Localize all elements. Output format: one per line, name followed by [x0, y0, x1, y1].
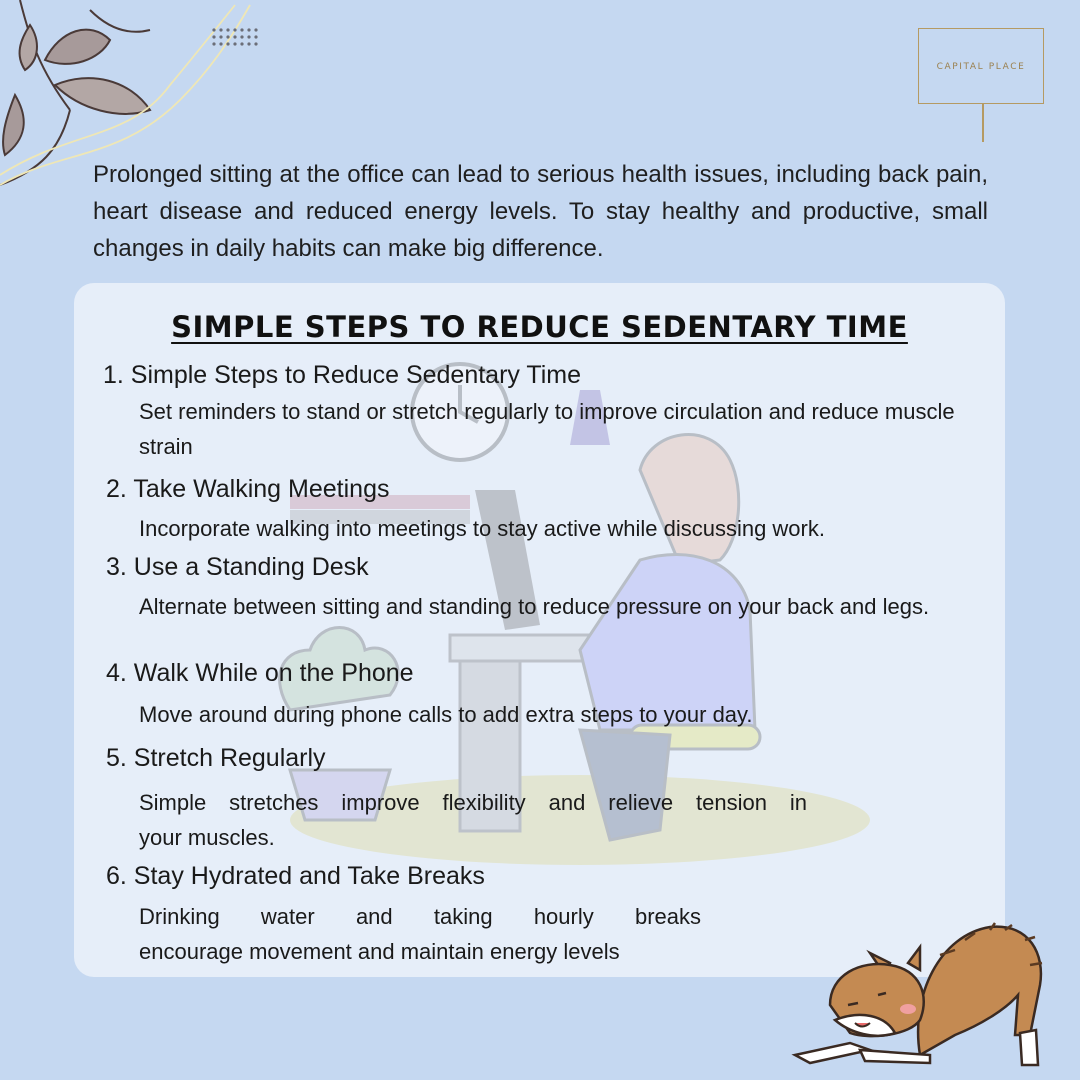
step-5-title: 5. Stretch Regularly [106, 744, 326, 772]
step-3-description: Alternate between sitting and standing to reduce pressure on your back and legs. [139, 594, 930, 619]
step-4-title: 4. Walk While on the Phone [106, 659, 414, 687]
logo-stem [982, 104, 984, 142]
step-1-title: 1. Simple Steps to Reduce Sedentary Time [103, 361, 582, 389]
step-3-title: 3. Use a Standing Desk [106, 553, 369, 581]
step-4-description: Move around during phone calls to add extra steps to your day. [139, 702, 753, 727]
step-5-description-line-2: your muscles. [139, 825, 275, 850]
step-2-description: Incorporate walking into meetings to stay active while discussing work. [139, 516, 825, 541]
card-title: SIMPLE STEPS TO REDUCE SEDENTARY TIME [171, 310, 908, 344]
logo-text: CAPITAL PLACE [936, 62, 1026, 72]
step-1-description: Set reminders to stand or stretch regularly to improve circulation and reduce muscle strain [139, 399, 955, 459]
step-6-description-line-1: Drinking water and taking hourly breaks [139, 904, 701, 929]
intro-paragraph: Prolonged sitting at the office can lead to serious health issues, including back pain, heart disease and reduced energy levels. To stay healthy and productive, small changes in daily habits can make big difference. [93, 161, 988, 262]
step-5-description-line-1: Simple stretches improve flexibility and relieve tension in [139, 790, 807, 815]
step-6-title: 6. Stay Hydrated and Take Breaks [106, 862, 485, 890]
step-6-description-line-2: encourage movement and maintain energy levels [139, 939, 620, 964]
step-2-title: 2. Take Walking Meetings [106, 475, 390, 503]
stretching-cat-icon [790, 915, 1050, 1075]
